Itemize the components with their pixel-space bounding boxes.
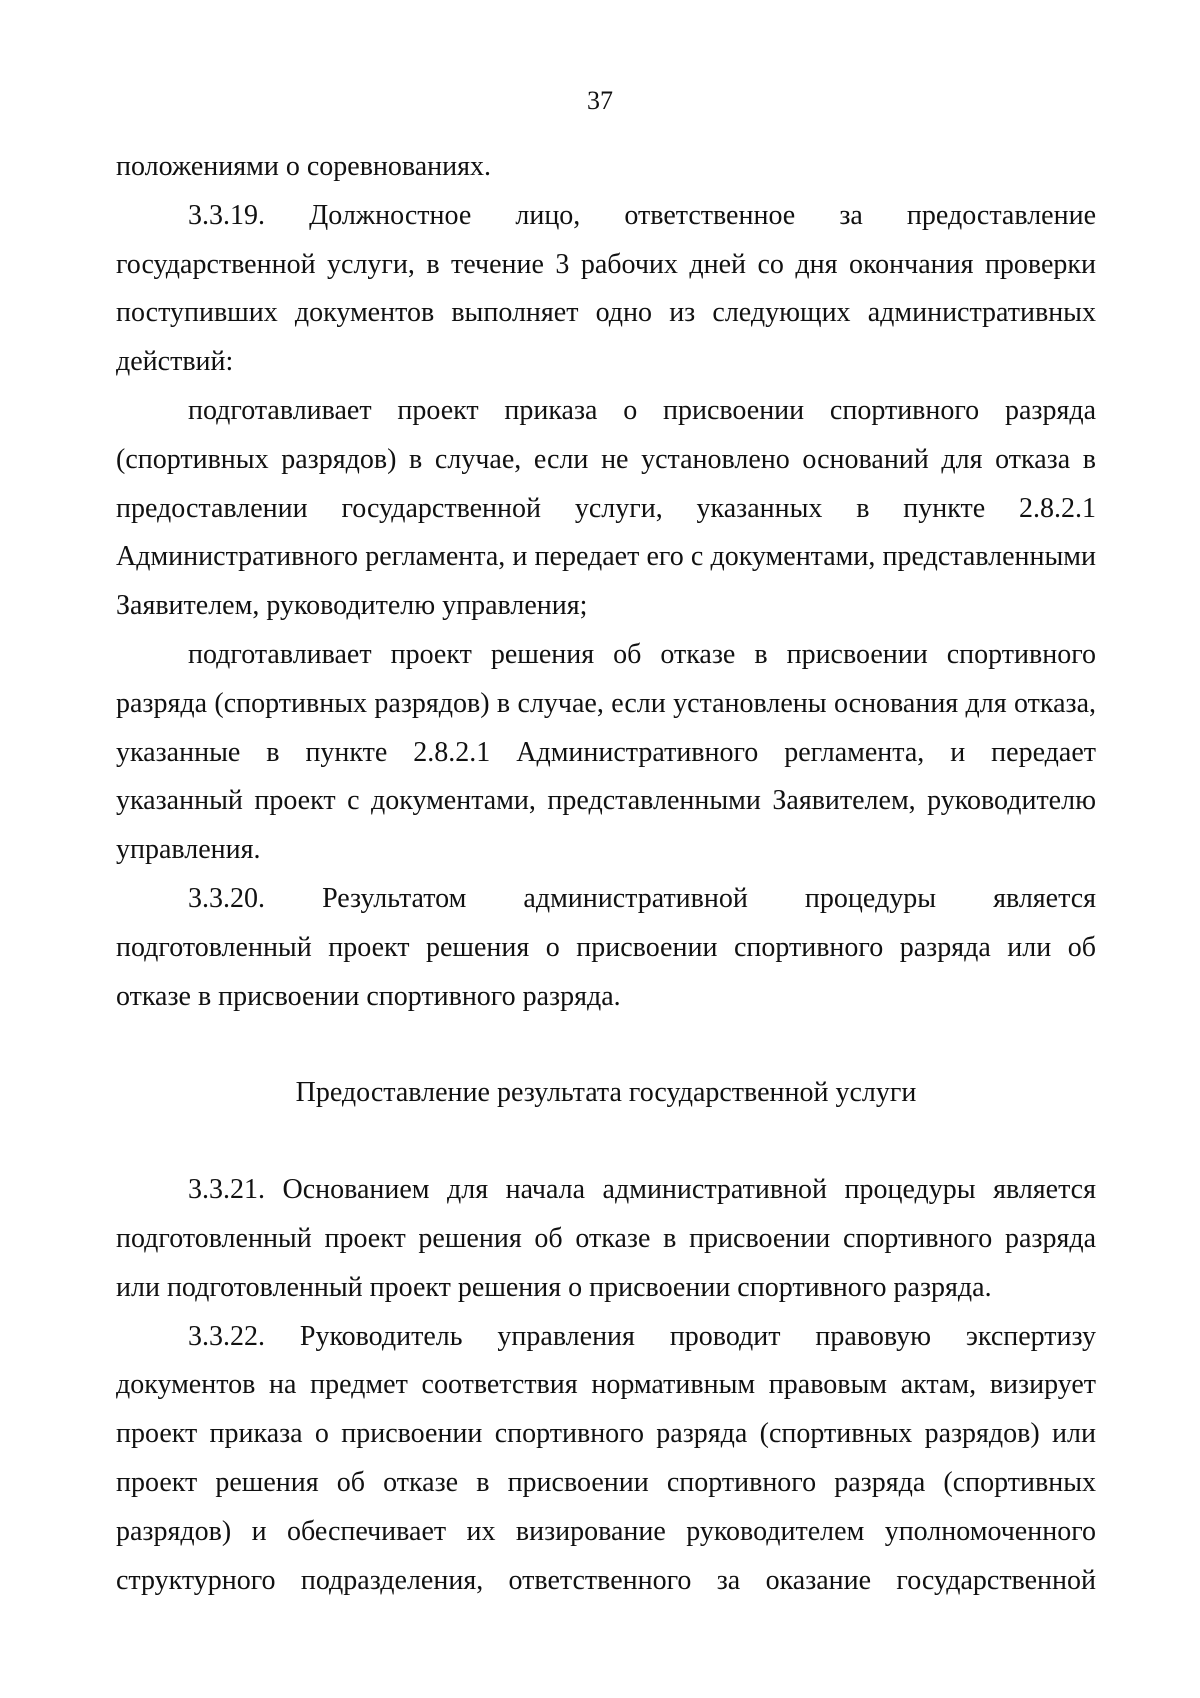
paragraph-3-3-20: 3.3.20. Результатом административной процедуры является подготовленный проект решения о присвоении спортивного разряда или об отказе в присвоении спортивного разряда. xyxy=(116,882,1096,1012)
paragraph-action-approve: подготавливает проект приказа о присвоении спортивного разряда (спортивных разрядов) в случае, если не установлено оснований для отказа в предоставлении государственной услуги, указанных в пункте 2.8.2.1 Административного регламента, и передает его с документами, представленными Заявителем, руководителю управления; xyxy=(116,394,1096,622)
paragraph-3-3-21: 3.3.21. Основанием для начала административной процедуры является подготовленный проект решения об отказе в присвоении спортивного разряда или подготовленный проект решения о присвоении спортивного разряда. xyxy=(116,1174,1096,1303)
page-number: 37 xyxy=(587,86,613,115)
paragraph-3-3-19: 3.3.19. Должностное лицо, ответственное за предоставление государственной услуги, в течение 3 рабочих дней со дня окончания проверки поступивших документов выполняет одно из следующих административных действий: xyxy=(116,199,1096,378)
paragraph-3-3-22: 3.3.22. Руководитель управления проводит правовую экспертизу документов на предмет соответствия нормативным правовым актам, визирует проект приказа о присвоении спортивного разряда (спортивных разрядов) или проект решения об отказе в присвоении спортивного разряда (спортивных разрядов) и обеспечивает их визирование руководителем уполномоченного структурного подразделения, ответственного за оказание государственной xyxy=(116,1320,1096,1596)
paragraph-action-refuse: подготавливает проект решения об отказе в присвоении спортивного разряда (спортивных разрядов) в случае, если установлены основания для отказа, указанные в пункте 2.8.2.1 Административного регламента, и передает указанный проект с документами, представленными Заявителем, руководителю управления. xyxy=(116,638,1096,866)
document-body xyxy=(116,143,1096,1605)
section-heading: Предоставление результата государственной услуги xyxy=(295,1077,917,1109)
paragraph-continuation: положениями о соревнованиях. xyxy=(116,151,492,182)
